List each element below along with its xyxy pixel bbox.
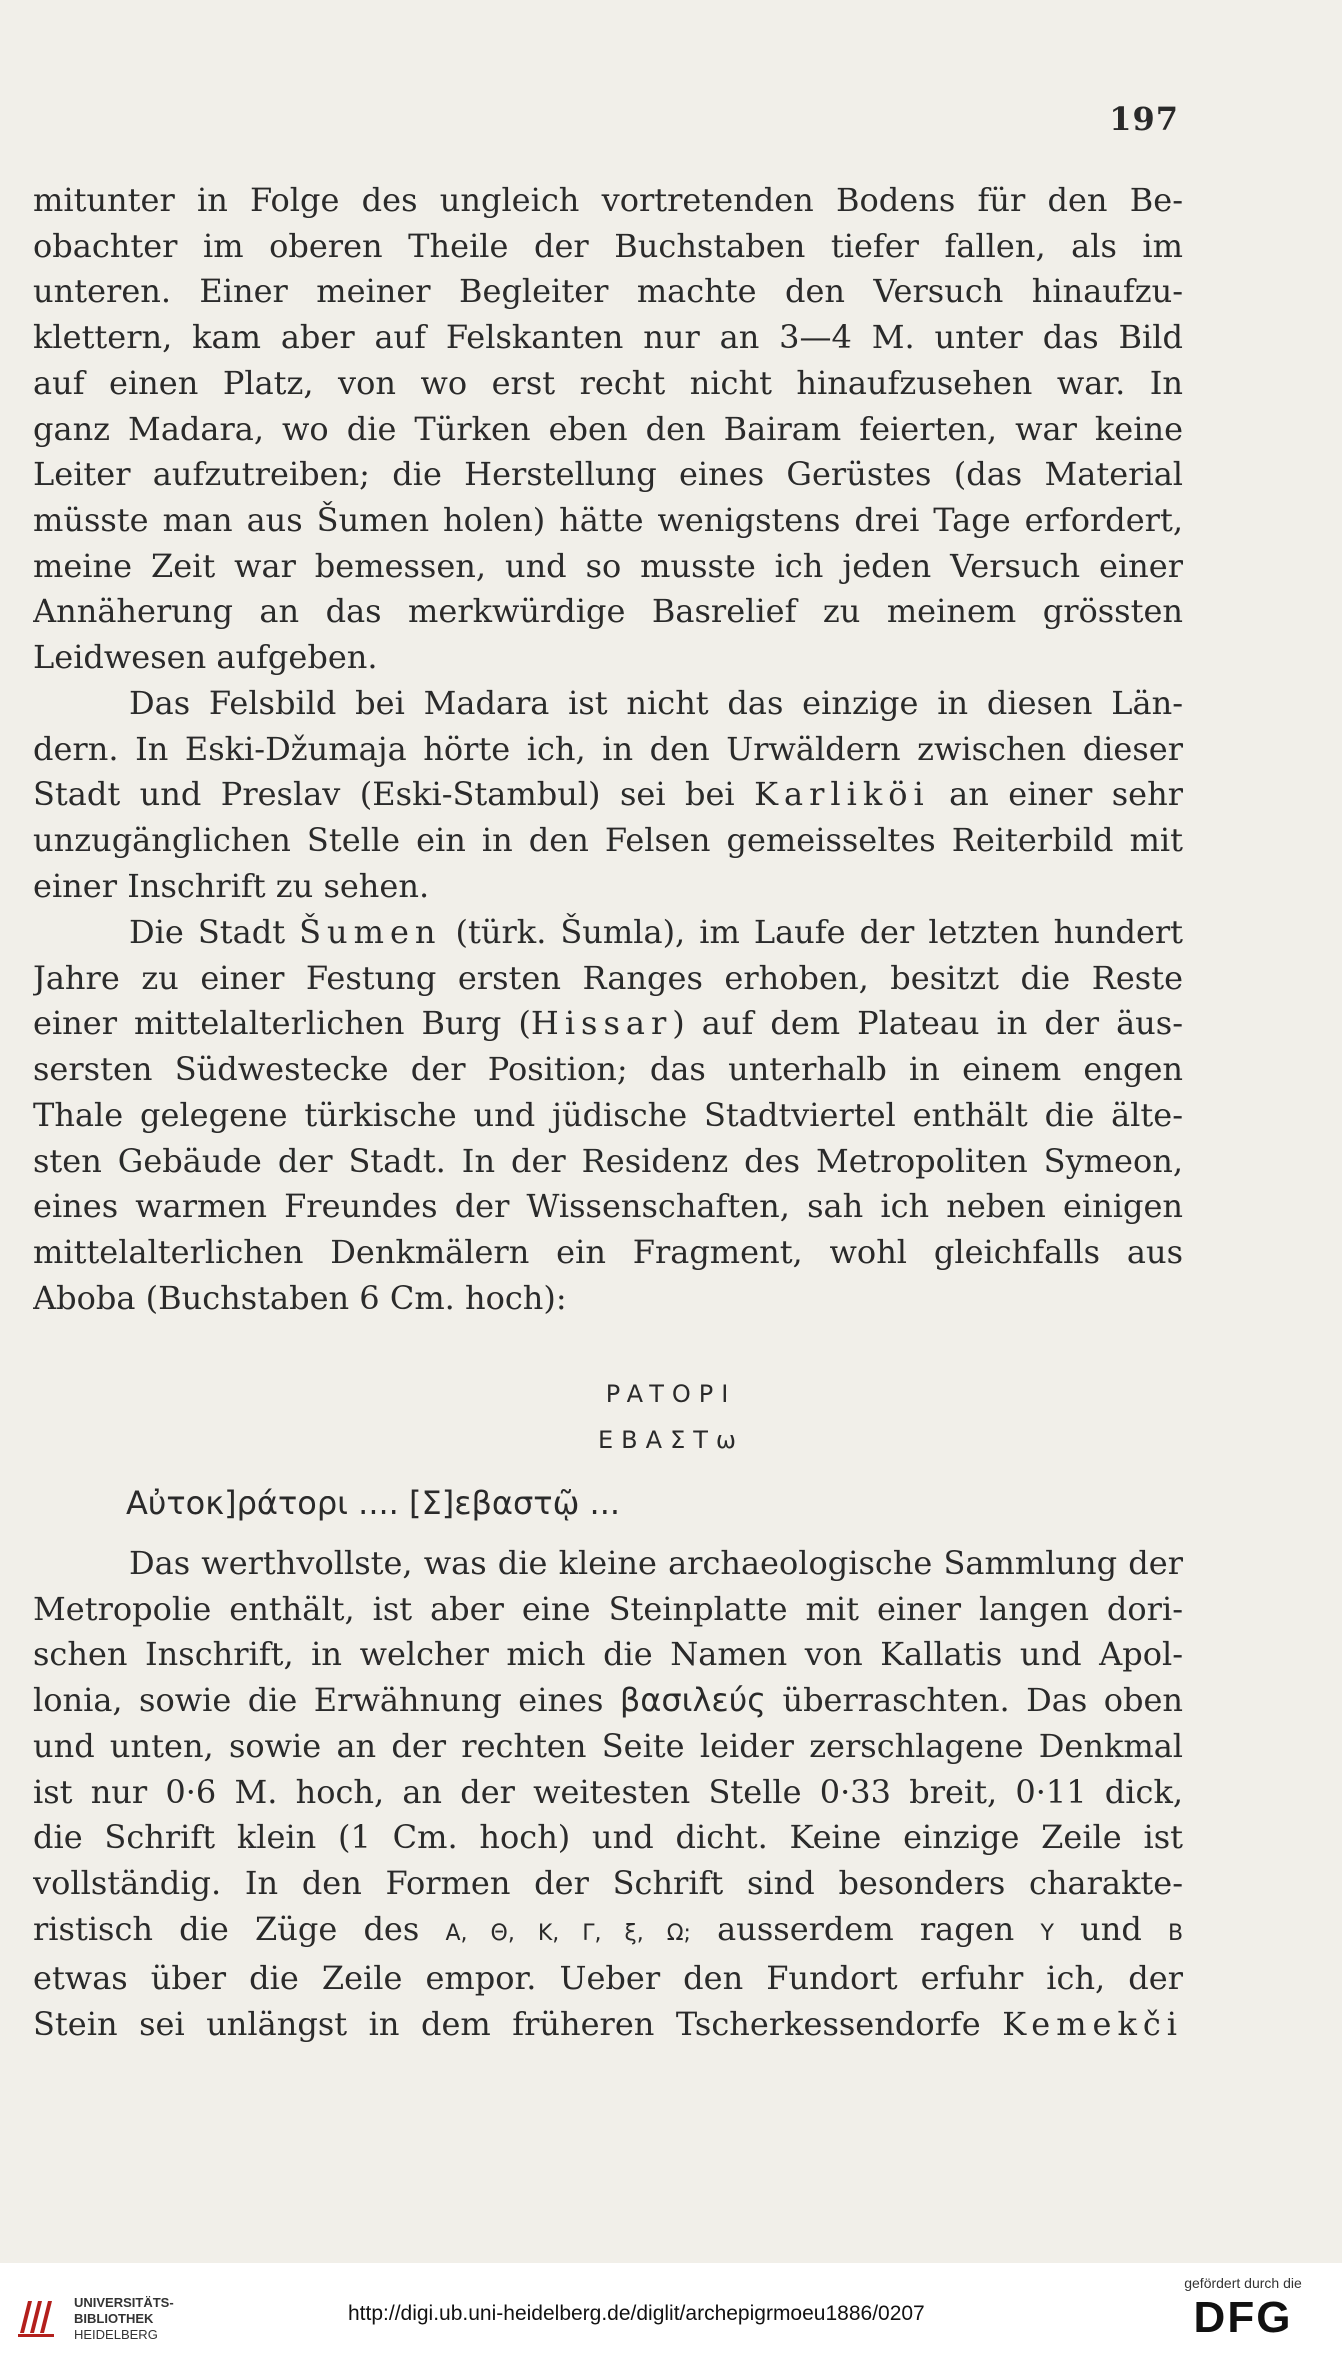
text-line: einer Inschrift zu sehen. — [33, 866, 430, 905]
source-url-link[interactable]: http://digi.ub.uni-heidelberg.de/diglit/archepigrmoeu1886/0207 — [348, 2302, 925, 2325]
paragraph-3 — [33, 910, 1183, 1321]
library-name-line: BIBLIOTHEK — [74, 2311, 154, 2326]
text-line — [33, 1001, 1183, 1047]
letter-forms: A, Θ, K, Γ, ξ, Ω; — [445, 1920, 691, 1946]
text-line: Das werthvollste, was die kleine archaeologische Sammlung der — [129, 1544, 1183, 1582]
text-segment: Stadt und Preslav (Eski-Stambul) sei bei — [33, 775, 735, 814]
text-segment: überraschten. Das oben — [782, 1681, 1183, 1720]
text-line: müsste man aus Šumen holen) hätte wenigstens drei Tage erfordert, — [33, 500, 1183, 539]
paragraph-4 — [33, 1541, 1183, 2048]
text-line: vollständig. In den Formen der Schrift sind besonders charakte- — [33, 1863, 1183, 1902]
text-line: mittelalterlichen Denkmälern ein Fragment, wohl gleichfalls aus — [33, 1232, 1183, 1271]
text-segment: Die Stadt — [129, 913, 286, 951]
spaced-place-name: Hissar — [530, 1004, 673, 1043]
text-line: Aboba (Buchstaben 6 Cm. hoch): — [33, 1278, 567, 1317]
letter-form: B — [1168, 1920, 1183, 1946]
library-logo-icon — [14, 2293, 62, 2341]
text-line: mitunter in Folge des ungleich vortretenden Bodens für den Be- — [33, 181, 1183, 219]
text-line: dern. In Eski-Džumaja hörte ich, in den Urwäldern zwischen dieser — [33, 729, 1183, 768]
text-line: auf einen Platz, von wo erst recht nicht hinaufzusehen war. In — [33, 363, 1183, 402]
text-segment: ristisch die Züge des — [33, 1909, 420, 1948]
text-line: unteren. Einer meiner Begleiter machte den Versuch hinaufzu- — [33, 272, 1183, 311]
text-line: sersten Südwestecke der Position; das unterhalb in einem engen — [33, 1050, 1183, 1089]
text-line: Metropolie enthält, ist aber eine Steinplatte mit einer langen dori- — [33, 1589, 1183, 1628]
text-line: ganz Madara, wo die Türken eben den Bairam feierten, war keine — [33, 409, 1183, 448]
text-segment: lonia, sowie die Erwähnung eines — [33, 1681, 604, 1720]
text-line: Das Felsbild bei Madara ist nicht das einzige in diesen Län- — [129, 684, 1183, 722]
inscription-reading: Αὐτοκ]ράτορι .... [Σ]εβαστῷ ... — [126, 1484, 621, 1522]
greek-word: βασιλεύς — [619, 1681, 767, 1720]
library-name-line: UNIVERSITÄTS- — [74, 2295, 174, 2310]
text-line: Annäherung an das merkwürdige Basrelief zu meinem grössten — [33, 592, 1183, 631]
text-line: Leidwesen aufgeben. — [33, 638, 378, 677]
text-segment: ) auf dem Plateau in der äus- — [672, 1004, 1183, 1043]
text-segment: einer mittelalterlichen Burg ( — [33, 1004, 531, 1043]
text-segment: und — [1080, 1909, 1142, 1948]
text-line — [33, 1907, 1183, 1957]
text-line: eines warmen Freundes der Wissenschaften, sah ich neben einigen — [33, 1187, 1183, 1226]
dfg-logo: DFG — [1193, 2293, 1293, 2342]
text-line: meine Zeit war bemessen, und so musste ich jeden Versuch einer — [33, 546, 1183, 585]
funded-by-label: gefördert durch die — [1184, 2275, 1302, 2291]
text-segment: (türk. Šumla), im Laufe der letzten hundert — [455, 913, 1183, 951]
text-line: klettern, kam aber auf Felskanten nur an 3—4 M. unter das Bild — [33, 318, 1183, 357]
text-line — [33, 1678, 1183, 1724]
text-segment: ausserdem ragen — [717, 1909, 1015, 1948]
text-line — [33, 2002, 1183, 2048]
spaced-place-name: Šumen — [299, 913, 442, 951]
text-line — [33, 772, 1183, 818]
footer-bar — [0, 2263, 1342, 2366]
inscription-line-2: EBAΣTω — [598, 1426, 744, 1454]
text-segment: Stein sei unlängst in dem früheren Tscherkessendorfe — [33, 2005, 981, 2044]
text-line: schen Inschrift, in welcher mich die Namen von Kallatis und Apol- — [33, 1635, 1183, 1674]
spaced-place-name: Karliköi — [754, 775, 930, 814]
spaced-place-name: Kemekči — [1002, 2005, 1183, 2044]
text-line: unzugänglichen Stelle ein in den Felsen gemeisseltes Reiterbild mit — [33, 821, 1183, 860]
inscription-line-1: PATOPI — [605, 1380, 737, 1408]
text-line: und unten, sowie an der rechten Seite leider zerschlagene Denkmal — [33, 1726, 1183, 1765]
text-line: etwas über die Zeile empor. Ueber den Fundort erfuhr ich, der — [33, 1959, 1183, 1998]
text-line: sten Gebäude der Stadt. In der Residenz des Metropoliten Symeon, — [33, 1141, 1183, 1180]
library-name — [74, 2295, 174, 2343]
paragraph-1 — [33, 178, 1183, 681]
text-line: obachter im oberen Theile der Buchstaben tiefer fallen, als im — [33, 226, 1183, 265]
text-line: ist nur 0·6 M. hoch, an der weitesten Stelle 0·33 breit, 0·11 dick, — [33, 1772, 1183, 1811]
text-line: Jahre zu einer Festung ersten Ranges erhoben, besitzt die Reste — [33, 958, 1183, 997]
library-name-line: HEIDELBERG — [74, 2327, 158, 2342]
text-line: Thale gelegene türkische und jüdische Stadtviertel enthält die älte- — [33, 1095, 1183, 1134]
text-line: die Schrift klein (1 Cm. hoch) und dicht. Keine einzige Zeile ist — [33, 1818, 1183, 1857]
text-segment: an einer sehr — [949, 775, 1183, 814]
letter-form: Y — [1040, 1920, 1054, 1946]
paragraph-2 — [33, 681, 1183, 910]
text-line — [33, 910, 1183, 956]
page-number: 197 — [1109, 100, 1179, 138]
funding-credit — [1158, 2275, 1328, 2343]
text-line: Leiter aufzutreiben; die Herstellung eines Gerüstes (das Material — [33, 455, 1183, 494]
